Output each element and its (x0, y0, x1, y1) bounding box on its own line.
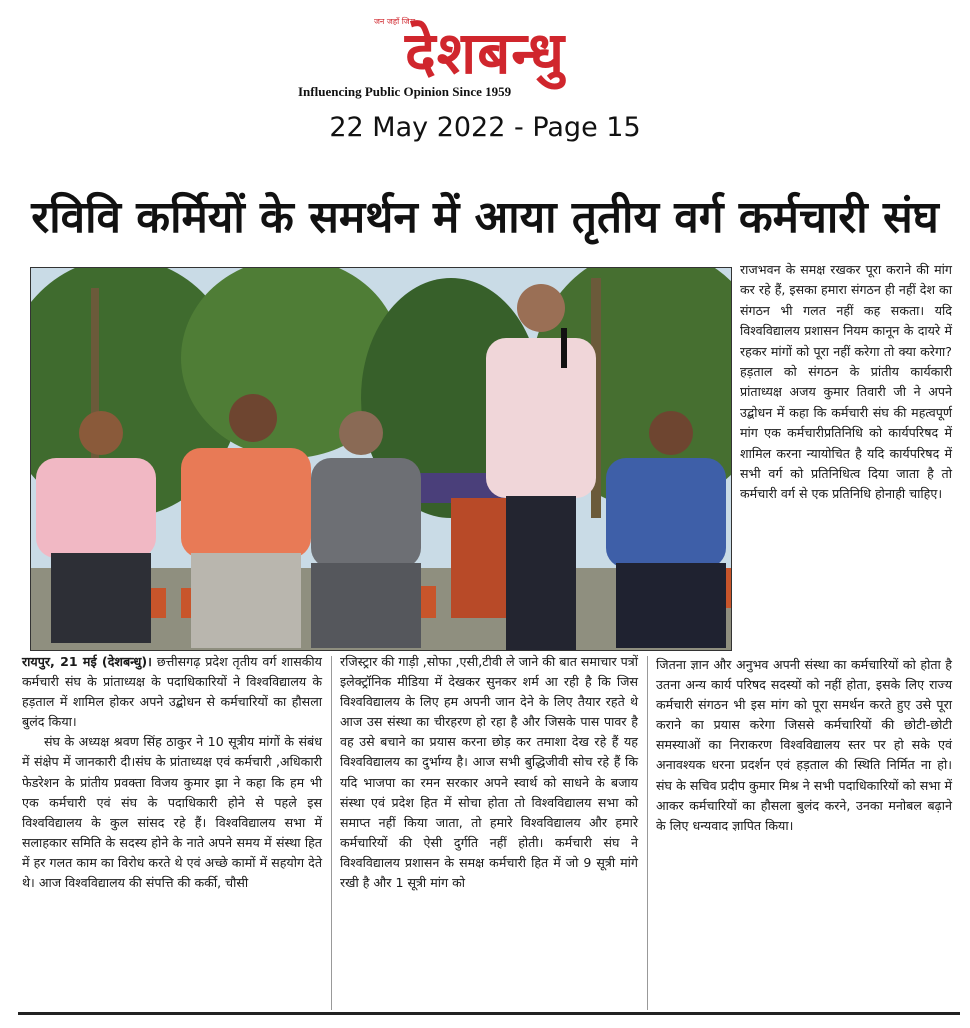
newspaper-logo (290, 18, 680, 88)
article-photo (30, 267, 732, 651)
article-column-3 (656, 655, 952, 836)
article-paragraph: छत्तीसगढ़ प्रदेश तृतीय वर्ग शासकीय कर्मचारी संघ के प्रांताध्यक्ष के पदाधिकारियों ने विश्वविद्यालय के हड़ताल में शामिल होकर अपने उद्बोधन से कर्मचारियों का हौसला बुलंद किया। (22, 654, 322, 730)
masthead-since: Influencing Public Opinion Since 1959 (298, 84, 512, 99)
article-paragraph: जितना ज्ञान और अनुभव अपनी संस्था का कर्मचारियों को होता है उतना अन्य कार्य परिषद सदस्यों को नहीं होता, इसके लिए राज्य कर्मचारी संगठन भी इस मांग को पूरा समर्थन करते हुए उसे पूरा कराने का प्रयास करेगा जिससे कर्मचारियों की छोटी-छोटी समस्याओं का निराकरण विश्वविद्यालय स्तर पर हो सके एवं अनावश्यक धरना प्रदर्शन एवं हड़ताल की स्थिति निर्मित ना हो। संघ के सचिव प्रदीप कुमार मिश्र ने सभी पदाधिकारियों को सभा में आकर कर्मचारियों का हौसला बुलंद करने, उनका मनोबल बढ़ाने के लिए धन्यवाद ज्ञापित किया। (656, 657, 952, 833)
article-paragraph: संघ के अध्यक्ष श्रवण सिंह ठाकुर ने 10 सूत्रीय मांगों के संबंध में संक्षेप में जानकारी दी।संघ के प्रांताध्यक्ष एवं कर्मचारी ,अधिकारी फेडरेशन के प्रांतीय प्रवक्ता विजय कुमार झा ने कहा कि हम भी एक कर्मचारी एवं संघ के पदाधिकारी होने से पहले इस विश्वविद्यालय के कुल सांसद रहे हैं। विश्वविद्यालय सभा में सलाहकार समिति के सदस्य होने के नाते अपने समय में संस्था हित में हर गलत काम का विरोध करते थे एवं अच्छे कामों में सहयोग देते थे। आज विश्वविद्यालय की संपत्ति की कर्की, चौसी (22, 734, 322, 891)
article-paragraph: रजिस्ट्रार की गाड़ी ,सोफा ,एसी,टीवी ले जाने की बात समाचार पत्रों इलेक्ट्रॉनिक मीडिया में देखकर सुनकर शर्म आ रही है कि जिस विश्वविद्यालय के लिए हम अपनी जान देने के लिए तैयार रहते थे आज उस संस्था का चीरहरण हो रहा है और जिसके पास पावर है वह उसे बचाने का प्रयास करना छोड़ कर तमाशा देख रहे हैं यह विश्वविद्यालय का दुर्भाग्य है। आज सभी बुद्धिजीवी सोच रहे हैं कि यदि भाजपा का रमन सरकार अपने स्वार्थ को साधने के बजाय संस्था एवं प्रदेश हित में सोचा होता तो विश्वविद्यालय सभा को समाप्त नहीं किया जाता, तो हमारे विश्वविद्यालय और हमारे कर्मचारियों की ऐसी दुर्गति नहीं होती। कर्मचारी संघ ने विश्वविद्यालय प्रशासन के समक्ष कर्मचारी हित में जो 9 सूत्री मांगे रखी है और 1 सूत्री मांग को (340, 654, 638, 891)
article-dateline: रायपुर, 21 मई (देशबन्धु)। (22, 654, 152, 669)
masthead (0, 0, 970, 150)
article-column-1 (22, 652, 322, 893)
masthead-tagline: जन जहाँ जिस (374, 17, 416, 26)
article-headline: रविवि कर्मियों के समर्थन में आया तृतीय वर्ग कर्मचारी संघ (31, 192, 939, 243)
edition-dateline: 22 May 2022 - Page 15 (329, 112, 641, 143)
bottom-rule (18, 1012, 960, 1015)
photo-illustration (31, 268, 731, 650)
article-column-2 (340, 652, 638, 893)
column-divider (647, 656, 648, 1010)
logo-text: देशबन्धु (404, 19, 566, 87)
column-divider (331, 656, 332, 1010)
article-text-right-top: राजभवन के समक्ष रखकर पूरा कराने की मांग कर रहे हैं, इसका हमारा संगठन ही नहीं देश का संगठन भी गलत नहीं कह सकता। यदि विश्वविद्यालय प्रशासन नियम कानून के दायरे में रहकर मांगों को पूरा नहीं करेगा तो क्या करेगा? हड़ताल को संगठन के प्रांतीय कार्यकारी प्रांताध्यक्ष अजय कुमार तिवारी जी ने अपने उद्बोधन में कहा कि कर्मचारी संघ की महत्वपूर्ण मांग एक कर्मचारीप्रतिनिधि को कार्यपरिषद में शामिल करना न्यायोचित है यदि कार्यपरिषद में सभी वर्ग को प्रतिनिधित्व दिया जाता है तो कर्मचारी वर्ग से एक प्रतिनिधि होनाही चाहिए। (740, 262, 952, 502)
